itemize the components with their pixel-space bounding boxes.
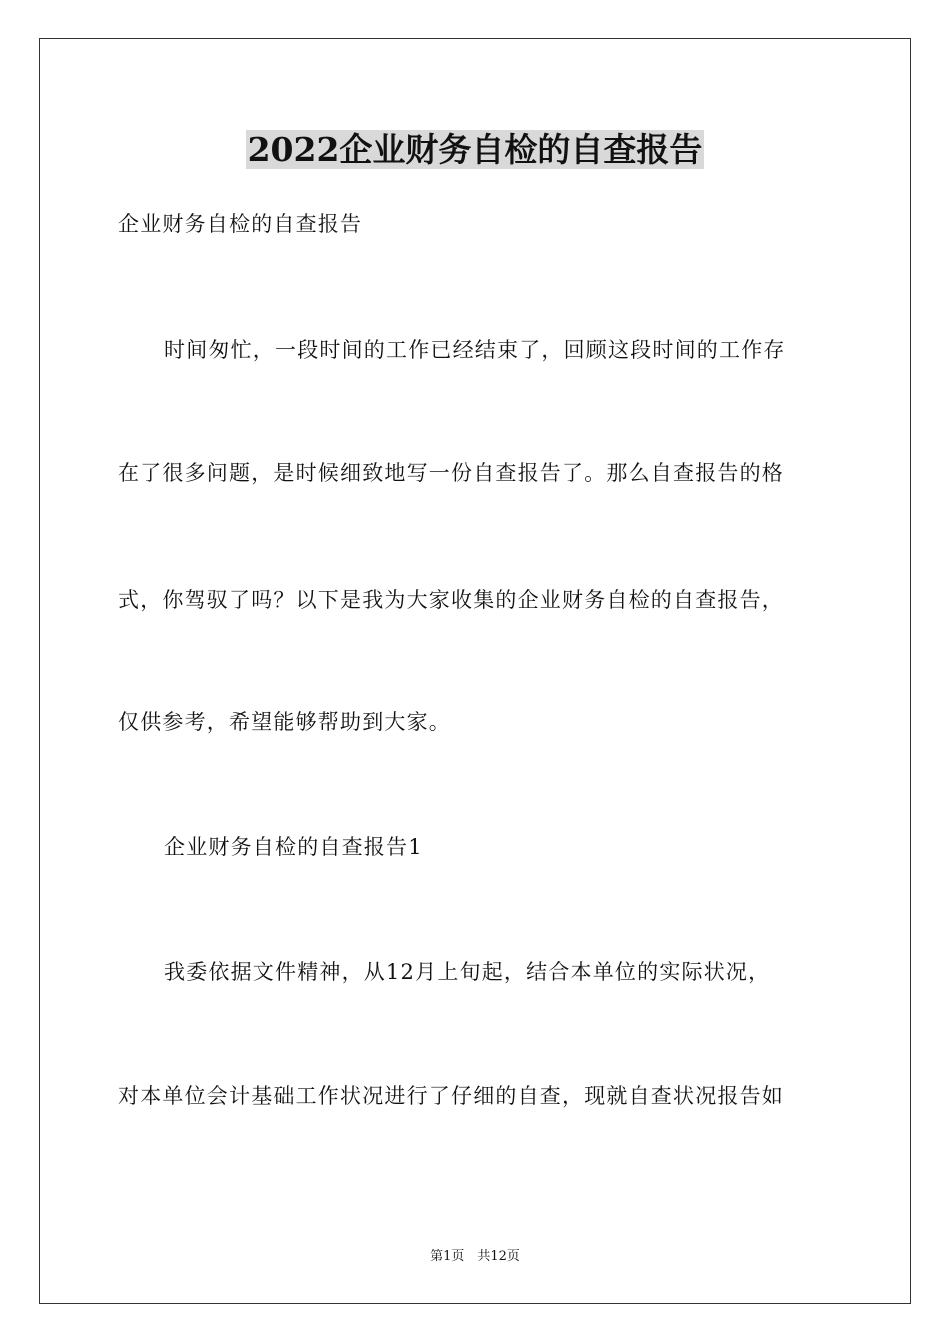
document-title-text: 2022企业财务自检的自查报告 (247, 130, 703, 169)
section-heading: 企业财务自检的自查报告1 (164, 835, 423, 859)
document-subtitle: 企业财务自检的自查报告 (118, 212, 363, 236)
paragraph-line: 时间匆忙，一段时间的工作已经结束了，回顾这段时间的工作存 (164, 338, 786, 362)
paragraph-line: 式，你驾驭了吗？以下是我为大家收集的企业财务自检的自查报告， (118, 588, 784, 612)
paragraph-line: 对本单位会计基础工作状况进行了仔细的自查，现就自查状况报告如 (118, 1084, 784, 1108)
document-title (0, 128, 950, 172)
paragraph-line: 在了很多问题，是时候细致地写一份自查报告了。那么自查报告的格 (118, 461, 784, 485)
page-number: 第1页 共12页 (430, 1249, 520, 1264)
paragraph-line: 我委依据文件精神，从12月上旬起，结合本单位的实际状况， (164, 960, 771, 984)
paragraph-line: 仅供参考，希望能够帮助到大家。 (118, 710, 451, 734)
